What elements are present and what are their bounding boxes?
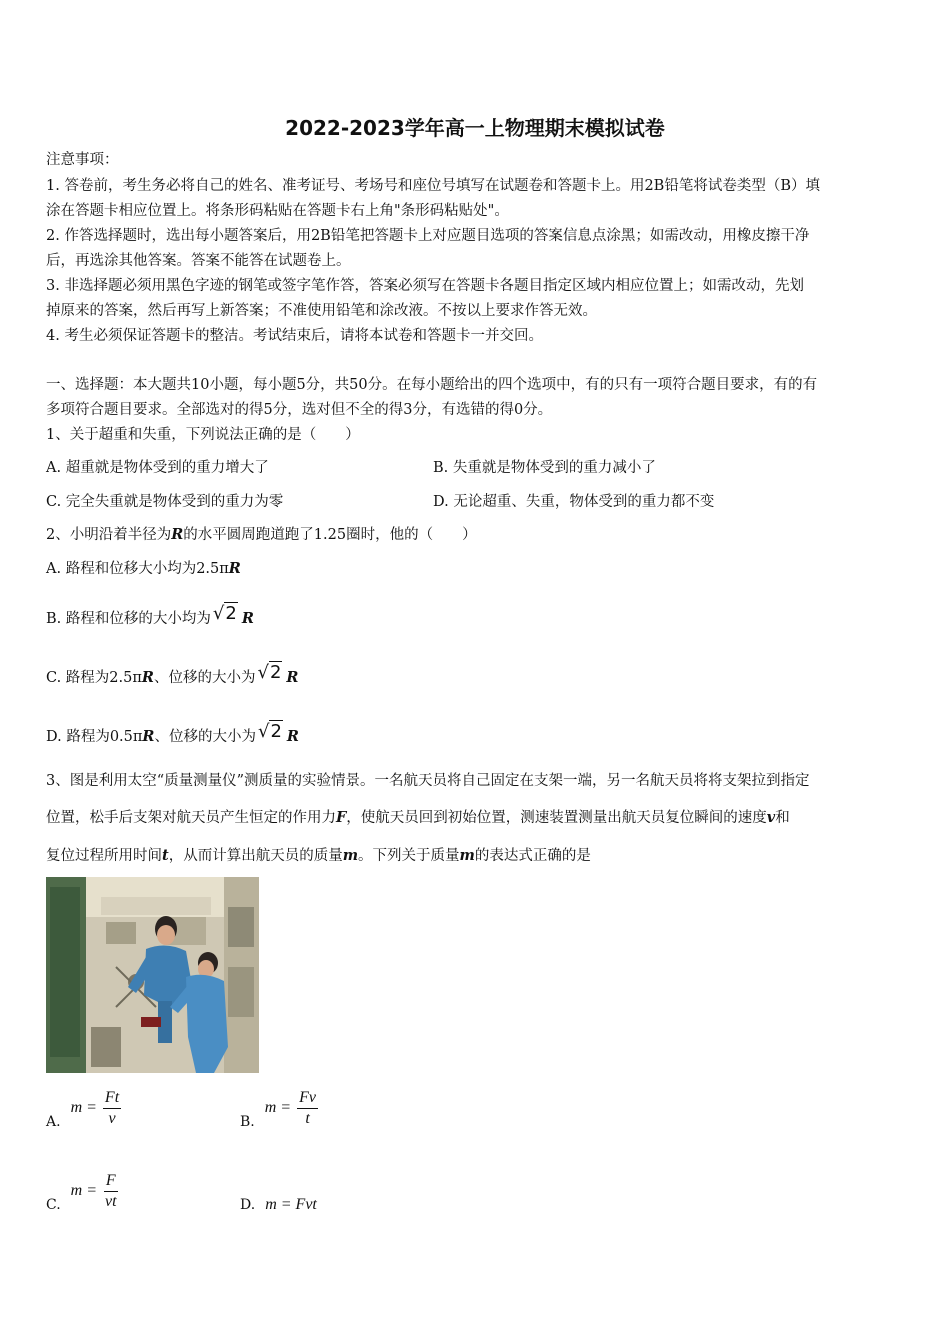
notice-3b: 掉原来的答案，然后再写上新答案；不准使用铅笔和涂改液。不按以上要求作答无效。: [46, 303, 597, 319]
q2-option-b-text: B. 路程和位移的大小均为: [46, 611, 211, 627]
sqrt-symbol: √2: [212, 603, 237, 624]
sqrt-arg: 2: [270, 721, 282, 742]
q3-l3c: 。下列关于质量: [358, 848, 460, 864]
q2-stem-var: R: [171, 526, 184, 543]
q3-stem-line1: 3、图是利用太空“质量测量仪”测质量的实验情景。一名航天员将自己固定在支架一端，另一名航天员将将支架拉到指定: [46, 773, 810, 789]
q3-option-d: [240, 1196, 317, 1214]
fraction-numerator: Fv: [297, 1088, 318, 1109]
q2-stem: [46, 525, 477, 545]
q3-option-a: [46, 1088, 121, 1130]
q2-stem-post: 的水平圆周跑道跑了1.25圈时，他的（ ）: [183, 527, 477, 543]
notice-2b: 后，再选涂其他答案。答案不能答在试题卷上。: [46, 253, 351, 269]
fraction-numerator: F: [104, 1171, 118, 1192]
fraction-denominator: vt: [105, 1193, 117, 1210]
notice-1a: 1. 答卷前，考生务必将自己的姓名、准考证号、考场号和座位号填写在试题卷和答题卡上。用2B铅笔将试卷类型（B）填: [46, 178, 820, 194]
q3-var-f: F: [336, 809, 347, 826]
q1-option-a: A. 超重就是物体受到的重力增大了: [46, 460, 269, 476]
q3-option-a-fraction: [103, 1088, 121, 1129]
q1-option-b: B. 失重就是物体受到的重力减小了: [433, 460, 656, 476]
q3-option-b-lhs: m =: [264, 1099, 292, 1117]
q3-l2a: 位置，松手后支架对航天员产生恒定的作用力: [46, 810, 336, 826]
q2-option-b: [46, 604, 254, 629]
sqrt-symbol: √2: [257, 662, 282, 683]
notice-heading: 注意事项：: [46, 152, 119, 168]
q3-option-b-label: B.: [240, 1114, 255, 1131]
q1-option-c: C. 完全失重就是物体受到的重力为零: [46, 494, 284, 510]
q3-l3d: 的表达式正确的是: [474, 848, 591, 864]
q3-option-c-label: C.: [46, 1197, 61, 1214]
notice-3a: 3. 非选择题必须用黑色字迹的钢笔或签字笔作答，答案必须写在答题卡各题目指定区域内相应位置上；如需改动，先划: [46, 278, 804, 294]
q2-option-d-text: D. 路程为0.5π: [46, 729, 143, 745]
sqrt-arg: 2: [225, 603, 237, 624]
q3-l2b: ，使航天员回到初始位置，测速装置测量出航天员复位瞬间的速度: [346, 810, 767, 826]
notice-2a: 2. 作答选择题时，选出每小题答案后，用2B铅笔把答题卡上对应题目选项的答案信息点涂黑；如需改动，用橡皮擦干净: [46, 228, 810, 244]
q3-l3a: 复位过程所用时间: [46, 848, 162, 864]
page-title: 2022-2023学年高一上物理期末模拟试卷: [285, 116, 665, 140]
q2-option-a-text: A. 路程和位移大小均为2.5π: [46, 561, 229, 577]
q2-option-d: [46, 722, 299, 747]
sqrt-symbol: √2: [257, 721, 282, 742]
q3-var-m2: m: [459, 847, 475, 864]
q3-option-d-expr: m = Fvt: [265, 1196, 317, 1213]
sqrt-arg: 2: [269, 662, 282, 683]
q2-option-c-var2: R: [286, 669, 299, 686]
q3-option-d-label: D.: [240, 1197, 256, 1213]
q2-option-d-var2: R: [286, 728, 299, 745]
q2-option-b-var: R: [241, 610, 254, 627]
q3-var-t: t: [162, 847, 169, 864]
q2-option-c-text: C. 路程为2.5π: [46, 670, 142, 686]
q2-option-d-var1: R: [142, 728, 155, 745]
q3-option-a-lhs: m =: [70, 1099, 97, 1117]
q3-l2c: 和: [775, 810, 790, 826]
q1-option-d: D. 无论超重、失重，物体受到的重力都不变: [433, 494, 715, 510]
fraction-denominator: t: [305, 1110, 310, 1127]
q3-option-c-lhs: m =: [70, 1182, 98, 1200]
section1-intro-a: 一、选择题：本大题共10小题，每小题5分，共50分。在每小题给出的四个选项中，有的只有一项符合题目要求，有的有: [46, 377, 818, 393]
q2-option-c-mid: 、位移的大小为: [153, 670, 256, 686]
q3-option-c: [46, 1171, 119, 1213]
astronaut-photo: [46, 877, 259, 1073]
notice-1b: 涂在答题卡相应位置上。将条形码粘贴在答题卡右上角"条形码粘贴处"。: [46, 203, 509, 219]
q2-option-c: [46, 663, 298, 688]
q3-stem-line3: [46, 846, 591, 866]
q3-option-b-fraction: [297, 1088, 318, 1129]
notice-4: 4. 考生必须保证答题卡的整洁。考试结束后，请将本试卷和答题卡一并交回。: [46, 328, 543, 344]
q3-stem-line2: [46, 808, 790, 828]
fraction-numerator: Ft: [103, 1088, 121, 1109]
q3-var-m1: m: [342, 847, 359, 864]
q2-option-a-var: R: [228, 560, 241, 577]
q3-option-c-fraction: [103, 1171, 119, 1212]
q2-stem-pre: 2、小明沿着半径为: [46, 527, 172, 543]
q3-var-v: v: [766, 809, 776, 826]
q2-option-d-mid: 、位移的大小为: [154, 729, 256, 745]
q3-option-a-label: A.: [46, 1114, 61, 1131]
q1-stem: 1、关于超重和失重，下列说法正确的是（ ）: [46, 427, 360, 443]
q2-option-a: [46, 559, 241, 579]
fraction-denominator: v: [108, 1110, 116, 1127]
q3-option-b: [240, 1088, 318, 1130]
q3-l3b: ，从而计算出航天员的质量: [168, 848, 343, 864]
q2-option-c-var1: R: [141, 669, 154, 686]
section1-intro-b: 多项符合题目要求。全部选对的得5分，选对但不全的得3分，有选错的得0分。: [46, 402, 553, 418]
